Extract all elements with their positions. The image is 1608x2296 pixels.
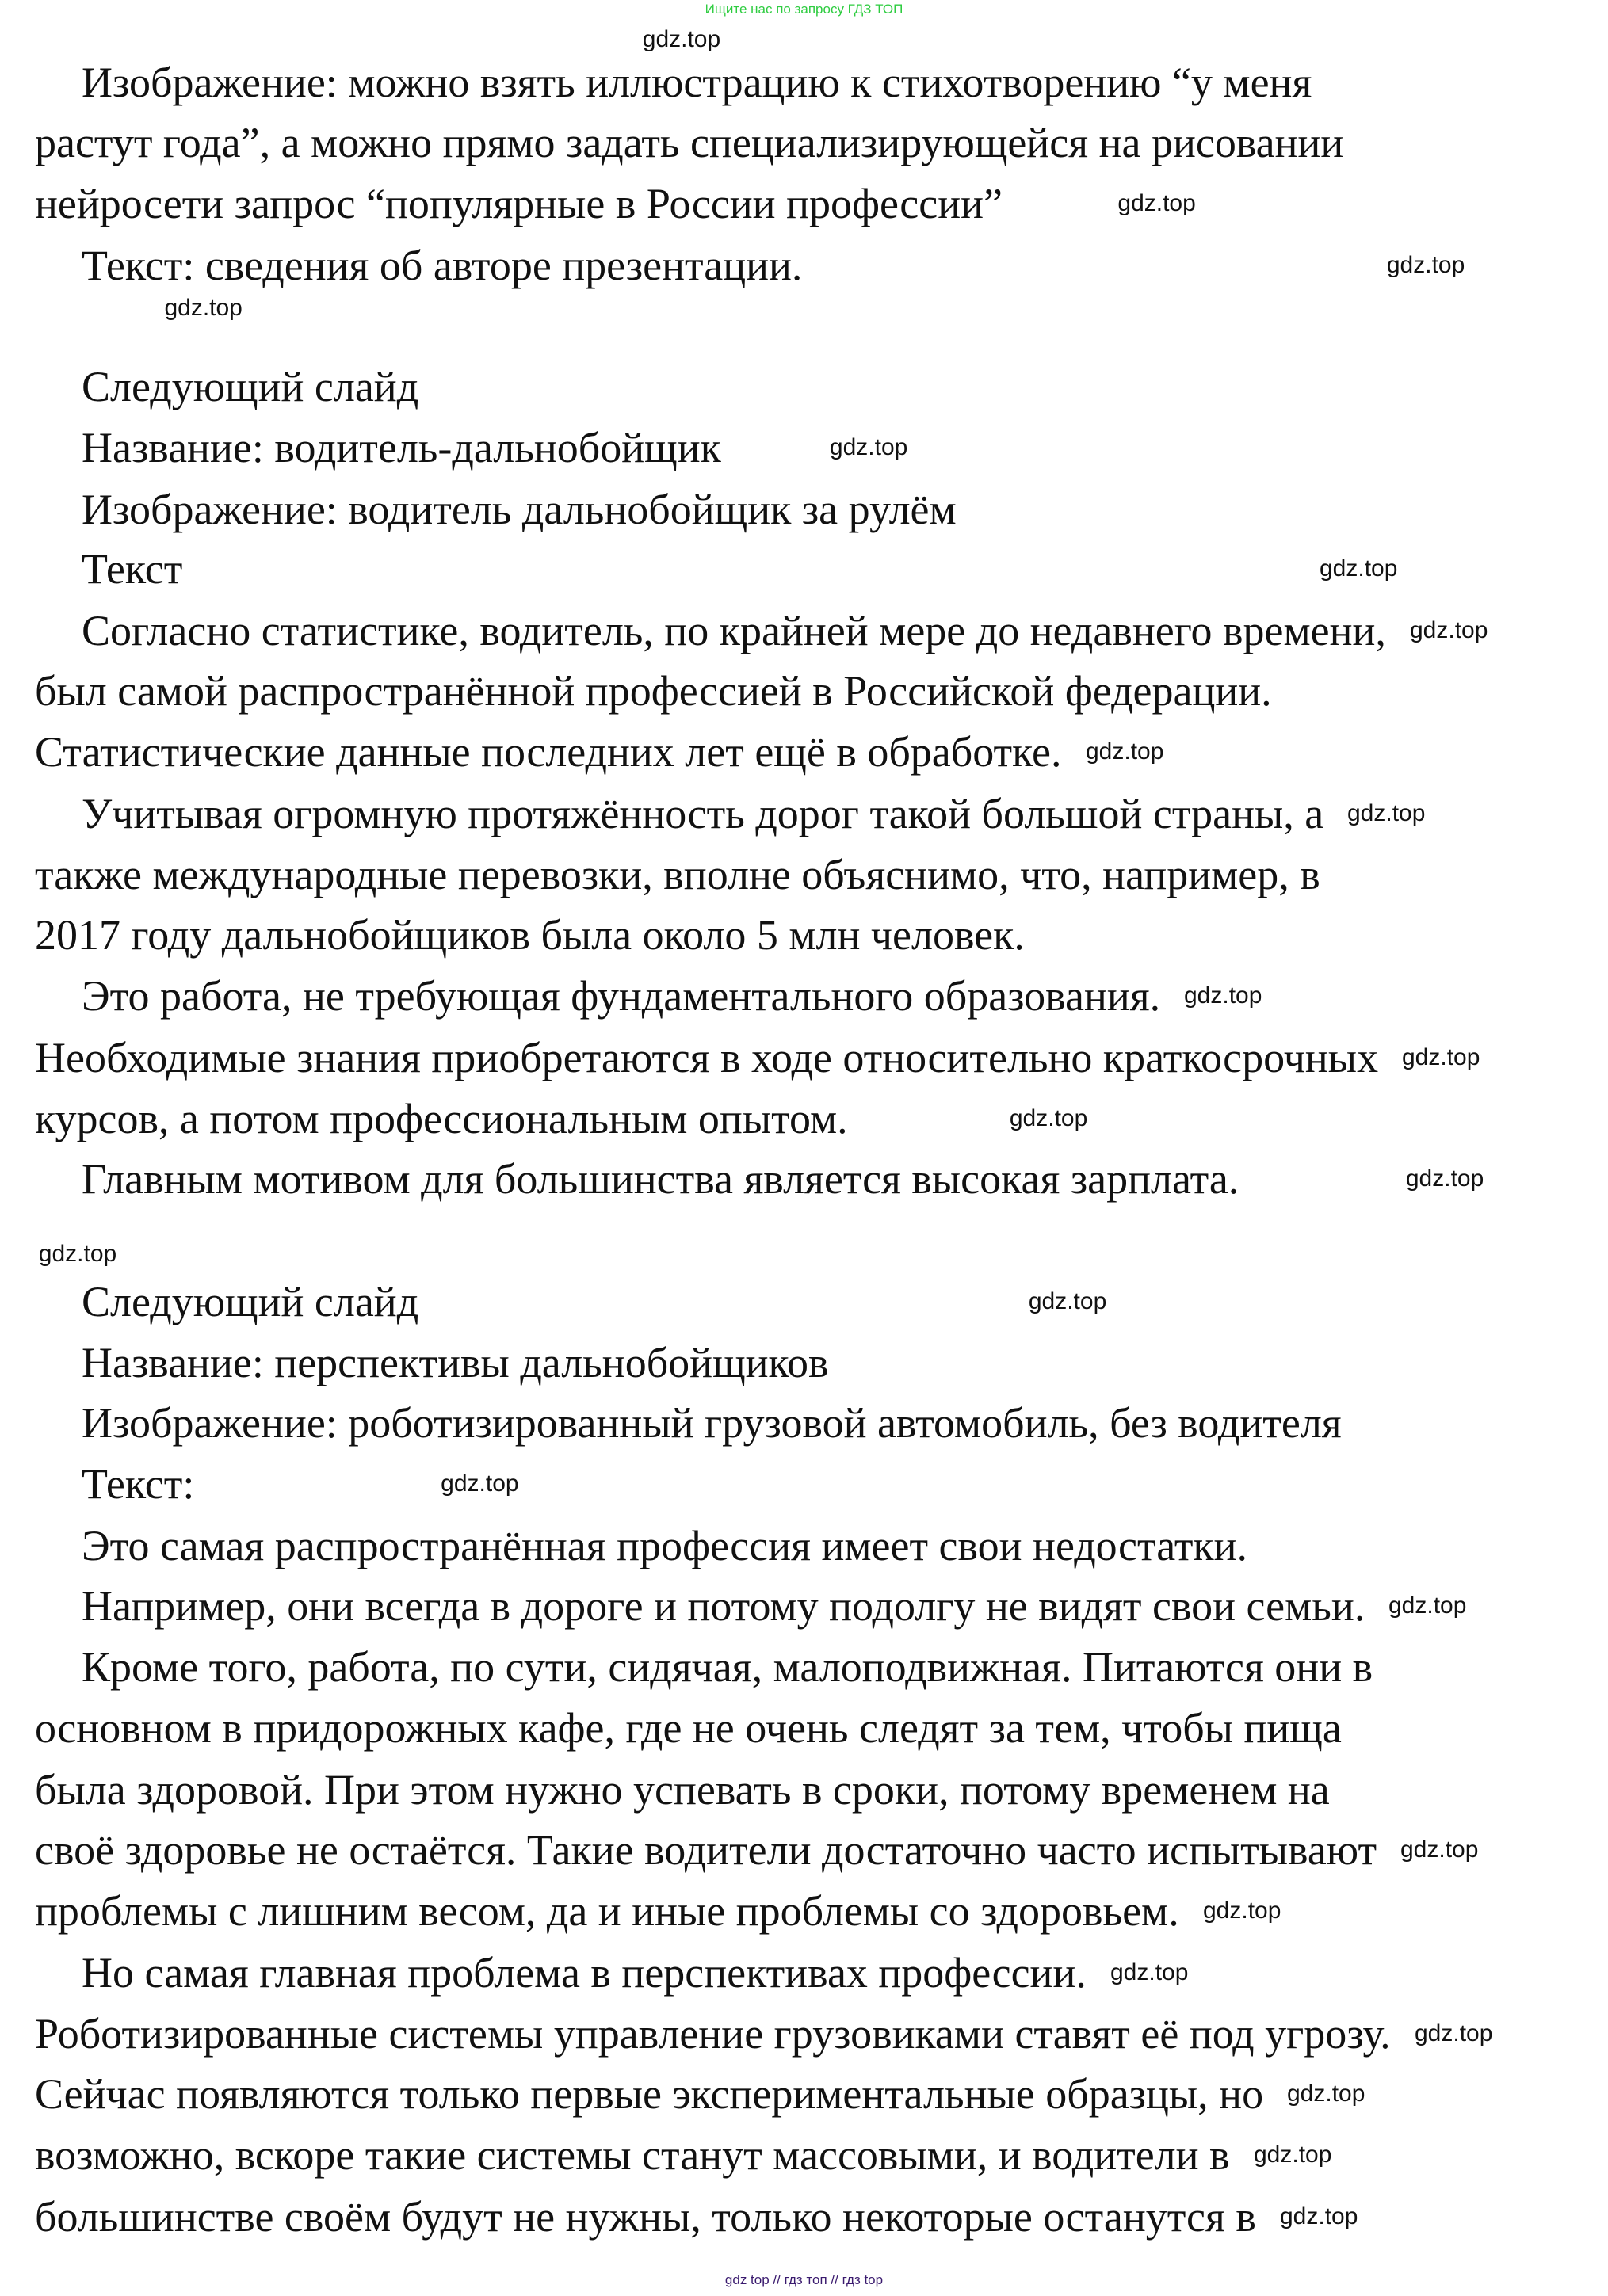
watermark: gdz.top <box>829 434 908 460</box>
watermark: gdz.top <box>1009 1105 1088 1131</box>
text-line: Изображение: водитель дальнобойщик за рулём <box>82 485 957 533</box>
text-line: Это работа, не требующая фундаментального образования. <box>82 972 1161 1020</box>
text-line: Сейчас появляются только первые экспериментальные образцы, но <box>35 2069 1264 2118</box>
watermark: gdz.top <box>1410 617 1488 643</box>
text-line: Согласно статистике, водитель, по крайней мере до недавнего времени, <box>82 606 1386 654</box>
text-line: Например, они всегда в дороге и потому подолгу не видят свои семьи. <box>82 1581 1365 1630</box>
watermark: gdz.top <box>642 25 721 52</box>
text-line: своё здоровье не остаётся. Такие водители достаточно часто испытывают <box>35 1825 1377 1874</box>
watermark: gdz.top <box>1320 555 1398 582</box>
text-line: также международные перевозки, вполне объяснимо, что, например, в <box>35 851 1320 898</box>
text-line: Изображение: можно взять иллюстрацию к стихотворению “у меня <box>82 59 1312 106</box>
text-line: Изображение: роботизированный грузовой автомобиль, без водителя <box>82 1398 1342 1447</box>
text-line: нейросети запрос “популярные в России профессии” <box>35 180 1003 228</box>
text-line: растут года”, а можно прямо задать специализирующейся на рисовании <box>35 118 1344 166</box>
watermark: gdz.top <box>1388 1592 1467 1619</box>
bottom-banner: gdz top // гдз топ // гдз top <box>724 2272 884 2287</box>
watermark: gdz.top <box>1405 1165 1484 1192</box>
watermark: gdz.top <box>1347 800 1426 826</box>
text-line: 2017 году дальнобойщиков была около 5 млн человек. <box>35 910 1025 959</box>
text-line: была здоровой. При этом нужно успевать в сроки, потому временем на <box>35 1765 1330 1814</box>
text-line: Текст: <box>82 1460 195 1508</box>
text-line: Название: перспективы дальнобойщиков <box>82 1339 829 1387</box>
text-line: Необходимые знания приобретаются в ходе относительно краткосрочных <box>35 1033 1379 1081</box>
text-line: Кроме того, работа, по сути, сидячая, малоподвижная. Питаются они в <box>82 1642 1373 1691</box>
watermark: gdz.top <box>1184 982 1262 1009</box>
watermark: gdz.top <box>1117 190 1196 216</box>
text-line: Это самая распространённая профессия имеет свои недостатки. <box>82 1521 1248 1569</box>
watermark: gdz.top <box>164 295 243 322</box>
text-line: Роботизированные системы управление грузовиками ставят её под угрозу. <box>35 2010 1391 2058</box>
text-line: основном в придорожных кафе, где не очень следят за тем, чтобы пища <box>35 1704 1342 1753</box>
text-line: был самой распространённой профессией в Российской федерации. <box>35 666 1272 715</box>
text-line: Название: водитель-дальнобойщик <box>82 424 721 472</box>
text-line: Текст <box>82 545 183 593</box>
text-line: Текст: сведения об авторе презентации. <box>82 241 803 289</box>
watermark: gdz.top <box>1086 738 1164 765</box>
watermark: gdz.top <box>1400 1836 1479 1863</box>
text-line: Следующий слайд <box>82 1277 419 1325</box>
text-line: курсов, а потом профессиональным опытом. <box>35 1095 848 1143</box>
watermark: gdz.top <box>1287 2081 1365 2107</box>
top-banner: Ищите нас по запросу ГДЗ ТОП <box>705 2 903 17</box>
text-line: Главным мотивом для большинства является высокая зарплата. <box>82 1154 1239 1203</box>
watermark: gdz.top <box>38 1241 117 1267</box>
watermark: gdz.top <box>1415 2020 1493 2046</box>
text-line: проблемы с лишним весом, да и иные проблемы со здоровьем. <box>35 1887 1179 1936</box>
text-line: возможно, вскоре такие системы станут массовыми, и водители в <box>35 2131 1230 2180</box>
text-line: Статистические данные последних лет ещё в обработке. <box>35 728 1062 776</box>
watermark: gdz.top <box>1203 1897 1281 1924</box>
watermark: gdz.top <box>1280 2203 1358 2229</box>
text-line: Следующий слайд <box>82 362 419 410</box>
watermark: gdz.top <box>1402 1044 1480 1070</box>
watermark: gdz.top <box>1254 2142 1332 2168</box>
watermark: gdz.top <box>1028 1288 1107 1314</box>
watermark: gdz.top <box>441 1470 519 1497</box>
watermark: gdz.top <box>1110 1959 1189 1985</box>
watermark: gdz.top <box>1386 252 1465 278</box>
text-line: большинстве своём будут не нужны, только некоторые останутся в <box>35 2192 1256 2241</box>
text-line: Учитывая огромную протяжённость дорог такой большой страны, а <box>82 789 1324 837</box>
text-line: Но самая главная проблема в перспективах профессии. <box>82 1948 1087 1997</box>
